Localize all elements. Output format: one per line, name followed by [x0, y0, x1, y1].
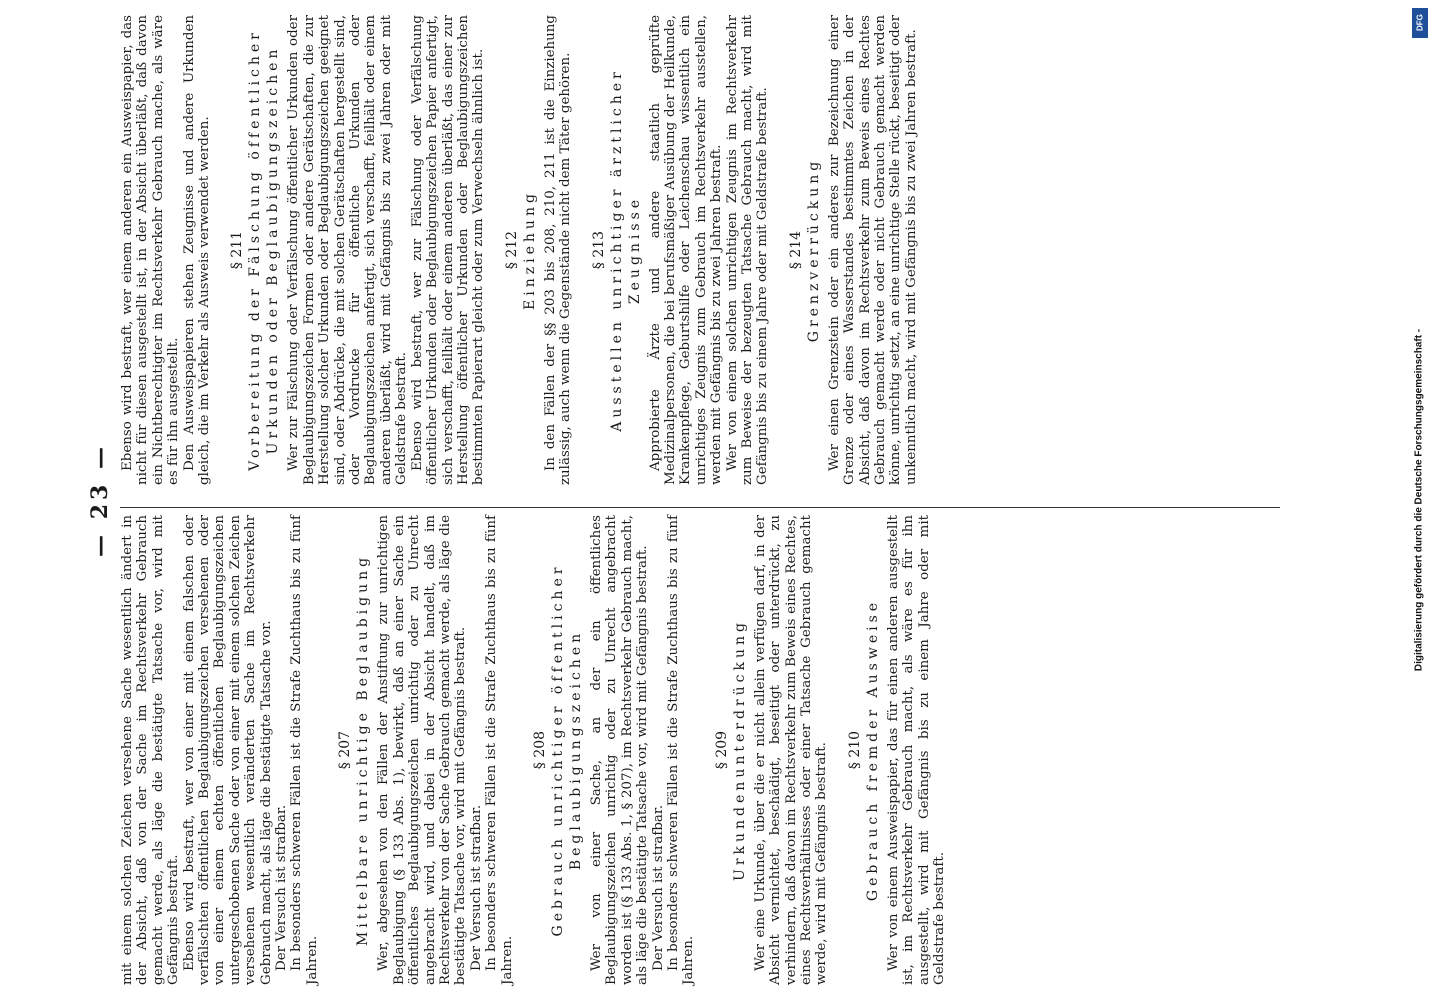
column-divider: [120, 507, 1280, 508]
paragraph: Wer von einem Ausweispapier, das für einen anderen ausgestellt ist, im Rechtsverkehr Gebrauch macht, als wäre es für ihn ausgestellt, wird mit Gefängnis bis zu einem Jahre oder mit Geldstrafe bestraft.: [885, 515, 948, 985]
paragraph: In besonders schweren Fällen ist die Strafe Zuchthaus bis zu fünf Jahren.: [484, 515, 515, 985]
paragraph: Ebenso wird bestraft, wer zur Fälschung oder Verfälschung öffentlicher Urkunden oder Beglaubigungszeichen Papier anfertigt, sich verschafft, feilhält oder einem anderen überläßt, das einer zur Herstellung öffentlicher Urkunden oder Beglaubigungszeichen bestimmten Papierart gleicht oder zum Verwechseln ähnlich ist.: [409, 15, 487, 485]
paragraph: Der Versuch ist strafbar.: [650, 804, 666, 971]
right-column: [120, 15, 1320, 485]
section-number-211: § 211: [229, 230, 246, 270]
section-number-207: § 207: [337, 730, 354, 770]
paragraph: Ebenso wird bestraft, wer von einer mit einem falschen oder verfälschten öffentlichen Beglaubigungszeichen versehenen oder von einer einem echten öffentlichen Beglaubigungszeichen untergeschobenen Sache oder von einer mit einem solchen Zeichen versehenen wesentlich veränderten Sache im Rechtsverkehr Gebrauch macht, als läge die bestätigte Tatsache vor.: [181, 515, 274, 985]
paragraph: Der Versuch ist strafbar.: [274, 804, 290, 971]
left-column: [120, 515, 1320, 985]
paragraph: Wer eine Urkunde, über die er nicht allein verfügen darf, in der Absicht vernichtet, beschädigt, beseitigt oder unterdrückt, zu verhindern, daß davon im Rechtsverkehr zum Beweis eines Rechtes, eines Rechtsverhältnisses oder einer Tatsache Gebrauch gemacht werde, wird mit Gefängnis bestraft.: [752, 515, 830, 985]
page-number: — 23 —: [87, 443, 113, 557]
paragraph: In besonders schweren Fällen ist die Strafe Zuchthaus bis zu fünf Jahren.: [665, 515, 697, 985]
paragraph: Approbierte Ärzte und andere staatlich geprüfte Medizinalpersonen, die bei berufsmäßiger Ausübung der Heilkunde, Krankenpflege, Geburtshilfe oder Leichenschau wissentlich ein unrichtiges Zeugnis zum Gebrauch im Rechtsverkehr ausstellen, werden mit Gefängnis bis zu zwei Jahren bestraft.: [647, 15, 725, 485]
digitization-note-text: Digitalisierung gefördert durch die Deutsche Forschungsgemeinschaft -: [1413, 328, 1425, 672]
section-number-208: § 208: [531, 730, 548, 770]
paragraph: Ebenso wird bestraft, wer einem anderen ein Ausweispapier, das nicht für diesen ausgestellt ist, in der Absicht überläßt, daß davon ein Nichtberechtigter im Rechtsverkehr Gebrauch mache, als wäre es für ihn ausgestellt.: [120, 15, 182, 485]
section-number-214: § 214: [787, 230, 804, 270]
section-number-210: § 210: [846, 730, 863, 770]
digitization-note: [1406, 0, 1432, 1000]
section-title-211: Vorbereitung der Fälschung öffentlicher Urkunden oder Beglaubigungszeichen: [247, 29, 282, 471]
paragraph: Den Ausweispapieren stehen Zeugnisse und andere Urkunden gleich, die im Verkehr als Ausweis verwendet werden.: [181, 15, 213, 485]
section-title-209: Urkundenunterdrückung: [731, 619, 748, 881]
paragraph: mit einem solchen Zeichen versehene Sache wesentlich ändert in der Absicht, daß von der Sache im Rechtsverkehr Gebrauch gemacht werde, als läge die bestätigte Tatsache vor, wird mit Gefängnis bestraft.: [120, 515, 182, 985]
paragraph: In den Fällen der §§ 203 bis 208, 210, 211 ist die Einziehung zulässig, auch wenn die Gegenstände nicht dem Täter gehören.: [542, 15, 574, 485]
section-title-212: Einziehung: [521, 190, 538, 310]
section-title-208: Gebrauch unrichtiger öffentlicher Beglaubigungszeichen: [549, 563, 584, 937]
section-number-209: § 209: [713, 730, 730, 770]
paragraph: Der Versuch ist strafbar.: [468, 804, 484, 971]
section-title-214: Grenzverrückung: [805, 157, 822, 343]
section-title-213: Ausstellen unrichtiger ärztlicher Zeugnisse: [608, 68, 643, 432]
paragraph: Wer, abgesehen von den Fällen der Anstiftung zur unrichtigen Beglaubigung (§ 133 Abs. 1), bewirkt, daß an einer Sache ein öffentliches Beglaubigungszeichen unrichtig oder zu Unrecht angebracht wird, und dabei in der Absicht handelt, daß im Rechtsverkehr von der Sache Gebrauch gemacht werde, als läge die bestätigte Tatsache vor, wird mit Gefängnis bestraft.: [376, 515, 469, 985]
section-title-207: Mittelbare unrichtige Beglaubigung: [355, 553, 372, 947]
rotated-page: [80, 0, 1360, 1000]
paragraph: Wer einen Grenzstein oder ein anderes zur Bezeichnung einer Grenze oder eines Wasserstandes bestimmtes Zeichen in der Absicht, daß davon im Rechtsverkehr zum Beweis eines Rechtes Gebrauch gemacht werde oder nicht Gebrauch gemacht werden könne, unrichtig setzt, an eine unrichtige Stelle rückt, beseitigt oder unkenntlich macht, wird mit Gefängnis bis zu zwei Jahren bestraft.: [826, 15, 919, 485]
paragraph: Wer von einer Sache, an der ein öffentliches Beglaubigungszeichen unrichtig oder zu Unrecht angebracht worden ist (§ 133 Abs. 1, § 207), im Rechtsverkehr Gebrauch macht, als läge die bestätigte Tatsache vor, wird mit Gefängnis bestraft.: [588, 515, 651, 985]
section-number-213: § 213: [590, 230, 607, 270]
dfg-logo: DFG: [1412, 8, 1428, 38]
paragraph: Wer zur Fälschung oder Verfälschung öffentlicher Urkunden oder Beglaubigungszeichen Formen oder andere Gerätschaften, die zur Herstellung solcher Urkunden oder Beglaubigungszeichen geeignet sind, oder Abdrücke, die mit solchen Gerätschaften hergestellt sind, oder Vordrucke für öffentliche Urkunden oder Beglaubigungszeichen anfertigt, sich verschafft, feilhält oder einem anderen überläßt, wird mit Gefängnis bis zu zwei Jahren oder mit Geldstrafe bestraft.: [286, 15, 410, 485]
paragraph: In besonders schweren Fällen ist die Strafe Zuchthaus bis zu fünf Jahren.: [289, 515, 320, 985]
section-number-212: § 212: [503, 230, 520, 270]
section-title-210: Gebrauch fremder Ausweise: [864, 598, 881, 902]
paragraph: Wer von einem solchen unrichtigen Zeugnis im Rechtsverkehr zum Beweise der bezeugten Tatsache Gebrauch macht, wird mit Gefängnis bis zu einem Jahre oder mit Geldstrafe bestraft.: [724, 15, 771, 485]
